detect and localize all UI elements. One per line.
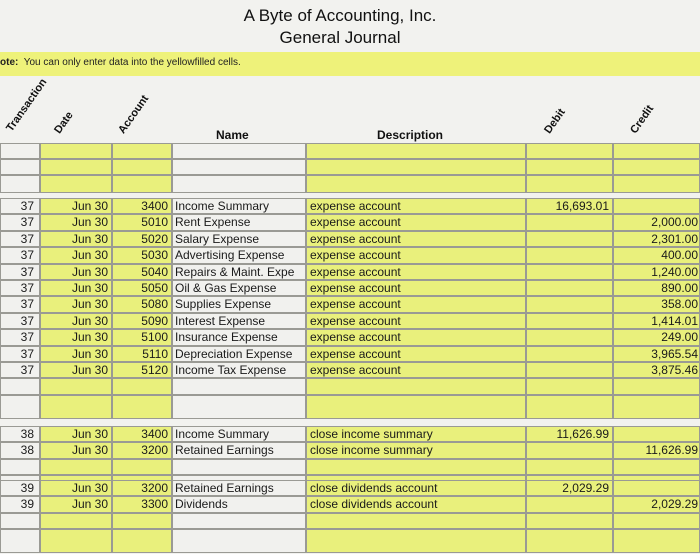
grid-cell <box>172 378 306 394</box>
header-transaction: Transaction <box>4 76 50 134</box>
account-number-cell[interactable]: 3200 <box>141 481 168 495</box>
description-cell[interactable]: expense account <box>310 215 401 230</box>
credit-cell[interactable]: 11,626.99 <box>645 443 698 458</box>
static-account-name: Income Tax Expense <box>175 363 287 377</box>
header-date: Date <box>52 109 76 136</box>
grid-cell[interactable] <box>40 159 112 175</box>
description-cell[interactable]: expense account <box>310 330 401 345</box>
grid-cell[interactable] <box>526 362 613 378</box>
static-transaction-number: 37 <box>20 330 34 345</box>
static-account-name: Interest Expense <box>175 313 266 328</box>
grid-cell[interactable] <box>306 143 526 159</box>
grid-cell[interactable] <box>526 529 613 553</box>
grid-cell[interactable] <box>526 231 613 247</box>
debit-cell[interactable]: 11,626.99 <box>556 427 609 441</box>
company-title: A Byte of Accounting, Inc. <box>243 6 437 25</box>
grid-cell[interactable] <box>526 378 613 394</box>
static-transaction-number: 37 <box>20 313 34 328</box>
grid-cell[interactable] <box>613 395 700 419</box>
header-credit: Credit <box>628 103 657 136</box>
account-number-cell[interactable]: 5100 <box>141 330 168 345</box>
grid-cell <box>0 175 40 193</box>
credit-cell[interactable]: 3,965.54 <box>651 346 698 361</box>
account-number-cell[interactable]: 5090 <box>141 313 168 328</box>
grid-cell <box>0 378 40 394</box>
grid-cell[interactable] <box>526 513 613 529</box>
account-number-cell[interactable]: 5040 <box>141 264 168 279</box>
grid-cell[interactable] <box>40 529 112 553</box>
static-account-name: Retained Earnings <box>175 443 274 458</box>
description-cell[interactable]: expense account <box>310 264 401 279</box>
static-transaction-number: 39 <box>20 497 34 512</box>
grid-cell[interactable] <box>613 143 700 159</box>
static-account-name: Insurance Expense <box>175 330 278 345</box>
credit-cell[interactable]: 2,029.29 <box>651 497 698 512</box>
date-cell[interactable]: Jun 30 <box>71 231 108 246</box>
date-cell[interactable]: Jun 30 <box>71 481 108 495</box>
grid-cell[interactable] <box>526 143 613 159</box>
description-cell[interactable]: close dividends account <box>310 497 438 512</box>
grid-cell[interactable] <box>40 378 112 394</box>
grid-cell[interactable] <box>306 459 526 475</box>
static-transaction-number: 37 <box>20 264 34 279</box>
static-transaction-number: 37 <box>20 297 34 312</box>
static-account-name: Salary Expense <box>175 231 260 246</box>
static-account-name: Depreciation Expense <box>175 346 293 361</box>
account-number-cell[interactable]: 5080 <box>141 297 168 312</box>
account-number-cell[interactable]: 3200 <box>141 443 168 458</box>
grid-cell[interactable] <box>526 175 613 193</box>
grid-cell[interactable] <box>40 143 112 159</box>
account-number-cell[interactable]: 3400 <box>141 427 168 441</box>
grid-cell[interactable] <box>526 395 613 419</box>
grid-cell <box>0 143 40 159</box>
grid-cell[interactable] <box>526 313 613 329</box>
debit-cell[interactable]: 2,029.29 <box>562 481 609 495</box>
static-transaction-number: 39 <box>20 481 34 495</box>
static-transaction-number: 37 <box>20 363 34 377</box>
grid-cell[interactable] <box>613 378 700 394</box>
description-cell[interactable]: expense account <box>310 363 401 377</box>
credit-cell[interactable]: 2,000.00 <box>651 215 698 230</box>
static-transaction-number: 37 <box>20 199 34 213</box>
account-number-cell[interactable]: 3400 <box>141 199 168 213</box>
description-cell[interactable]: expense account <box>310 281 401 295</box>
grid-cell <box>0 459 40 475</box>
date-cell[interactable]: Jun 30 <box>71 427 108 441</box>
static-account-name: Rent Expense <box>175 215 251 230</box>
date-cell[interactable]: Jun 30 <box>71 297 108 312</box>
header-description: Description <box>377 128 444 142</box>
static-transaction-number: 37 <box>20 215 34 230</box>
grid-cell[interactable] <box>613 159 700 175</box>
static-transaction-number: 38 <box>20 443 34 458</box>
grid-cell <box>0 513 40 529</box>
grid-cell[interactable] <box>613 459 700 475</box>
description-cell[interactable]: expense account <box>310 313 401 328</box>
grid-cell[interactable] <box>306 378 526 394</box>
grid-cell[interactable] <box>112 529 172 553</box>
static-transaction-number: 37 <box>20 281 34 295</box>
date-cell[interactable]: Jun 30 <box>71 281 108 295</box>
header-debit: Debit <box>542 106 568 136</box>
description-cell[interactable]: expense account <box>310 346 401 361</box>
description-cell[interactable]: close income summary <box>310 427 433 441</box>
grid-cell[interactable] <box>112 395 172 419</box>
grid-cell[interactable] <box>613 513 700 529</box>
description-cell[interactable]: close income summary <box>310 443 433 458</box>
static-account-name: Advertising Expense <box>175 248 285 263</box>
header-name: Name <box>216 128 249 142</box>
account-number-cell[interactable]: 5110 <box>142 346 168 361</box>
header-account: Account <box>116 93 152 136</box>
grid-cell[interactable] <box>613 480 700 496</box>
grid-cell <box>0 159 40 175</box>
static-account-name: Oil & Gas Expense <box>175 281 277 295</box>
static-transaction-number: 37 <box>20 346 34 361</box>
description-cell[interactable]: close dividends account <box>310 481 438 495</box>
account-number-cell[interactable]: 5050 <box>141 281 168 295</box>
grid-cell[interactable] <box>613 426 700 442</box>
credit-cell[interactable]: 249.00 <box>661 330 698 345</box>
credit-cell[interactable]: 890.00 <box>661 281 698 295</box>
grid-cell[interactable] <box>613 175 700 193</box>
credit-cell[interactable]: 1,240.00 <box>651 264 698 279</box>
grid-cell[interactable] <box>526 247 613 263</box>
grid-cell <box>172 459 306 475</box>
grid-cell <box>172 143 306 159</box>
grid-cell <box>0 529 40 553</box>
journal-subtitle: General Journal <box>279 28 401 47</box>
account-number-cell[interactable]: 5120 <box>141 363 168 377</box>
date-cell[interactable]: Jun 30 <box>71 346 108 361</box>
grid-cell[interactable] <box>526 496 613 512</box>
note-prefix: ote: <box>0 57 19 68</box>
grid-cell[interactable] <box>526 442 613 458</box>
debit-cell[interactable]: 16,693.01 <box>555 199 609 213</box>
grid-cell[interactable] <box>526 346 613 362</box>
grid-cell <box>172 513 306 529</box>
grid-cell[interactable] <box>526 264 613 280</box>
static-account-name: Income Summary <box>175 427 270 441</box>
note-text: You can only enter data into the yellowfilled cells. <box>23 57 241 68</box>
grid-cell <box>172 159 306 175</box>
static-transaction-number: 38 <box>20 427 34 441</box>
grid-cell[interactable] <box>112 143 172 159</box>
grid-cell[interactable] <box>526 329 613 345</box>
grid-cell[interactable] <box>526 280 613 296</box>
account-number-cell[interactable]: 5020 <box>141 231 168 246</box>
date-cell[interactable]: Jun 30 <box>71 363 108 377</box>
credit-cell[interactable]: 358.00 <box>661 297 698 312</box>
grid-cell[interactable] <box>40 513 112 529</box>
grid-cell[interactable] <box>306 513 526 529</box>
grid-cell[interactable] <box>112 175 172 193</box>
grid-cell <box>172 529 306 553</box>
grid-cell[interactable] <box>112 513 172 529</box>
grid-cell[interactable] <box>40 175 112 193</box>
date-cell[interactable]: Jun 30 <box>71 313 108 328</box>
grid-cell[interactable] <box>112 459 172 475</box>
description-cell[interactable]: expense account <box>310 248 401 263</box>
credit-cell[interactable]: 1,414.01 <box>651 313 698 328</box>
grid-cell[interactable] <box>112 378 172 394</box>
account-number-cell[interactable]: 5010 <box>141 215 168 230</box>
grid-cell[interactable] <box>306 175 526 193</box>
date-cell[interactable]: Jun 30 <box>71 497 108 512</box>
note-bar <box>0 52 700 76</box>
account-number-cell[interactable]: 3300 <box>141 497 168 512</box>
grid-cell[interactable] <box>613 529 700 553</box>
credit-cell[interactable]: 3,875.46 <box>651 363 698 377</box>
static-account-name: Retained Earnings <box>175 481 274 495</box>
grid-cell[interactable] <box>526 159 613 175</box>
grid-cell[interactable] <box>613 198 700 214</box>
static-account-name: Income Summary <box>175 199 270 213</box>
date-cell[interactable]: Jun 30 <box>71 215 108 230</box>
static-account-name: Dividends <box>175 497 228 512</box>
description-cell[interactable]: expense account <box>310 297 401 312</box>
grid-cell[interactable] <box>526 296 613 312</box>
grid-cell[interactable] <box>526 459 613 475</box>
grid-cell[interactable] <box>40 395 112 419</box>
date-cell[interactable]: Jun 30 <box>71 248 108 263</box>
static-transaction-number: 37 <box>20 248 34 263</box>
grid-cell[interactable] <box>40 459 112 475</box>
static-account-name: Supplies Expense <box>175 297 272 312</box>
grid-cell[interactable] <box>112 159 172 175</box>
description-cell[interactable]: expense account <box>310 199 401 213</box>
grid-cell[interactable] <box>526 214 613 230</box>
static-transaction-number: 37 <box>20 231 34 246</box>
static-account-name: Repairs & Maint. Expe <box>175 264 295 279</box>
date-cell[interactable]: Jun 30 <box>71 199 108 213</box>
description-cell[interactable]: expense account <box>310 231 401 246</box>
credit-cell[interactable]: 2,301.00 <box>651 231 698 246</box>
grid-cell <box>0 395 40 419</box>
grid-cell[interactable] <box>306 159 526 175</box>
grid-cell[interactable] <box>306 395 526 419</box>
date-cell[interactable]: Jun 30 <box>71 330 108 345</box>
credit-cell[interactable]: 400.00 <box>661 248 698 263</box>
date-cell[interactable]: Jun 30 <box>71 443 108 458</box>
grid-cell <box>172 395 306 419</box>
account-number-cell[interactable]: 5030 <box>141 248 168 263</box>
grid-cell[interactable] <box>306 529 526 553</box>
grid-cell <box>172 175 306 193</box>
date-cell[interactable]: Jun 30 <box>71 264 108 279</box>
